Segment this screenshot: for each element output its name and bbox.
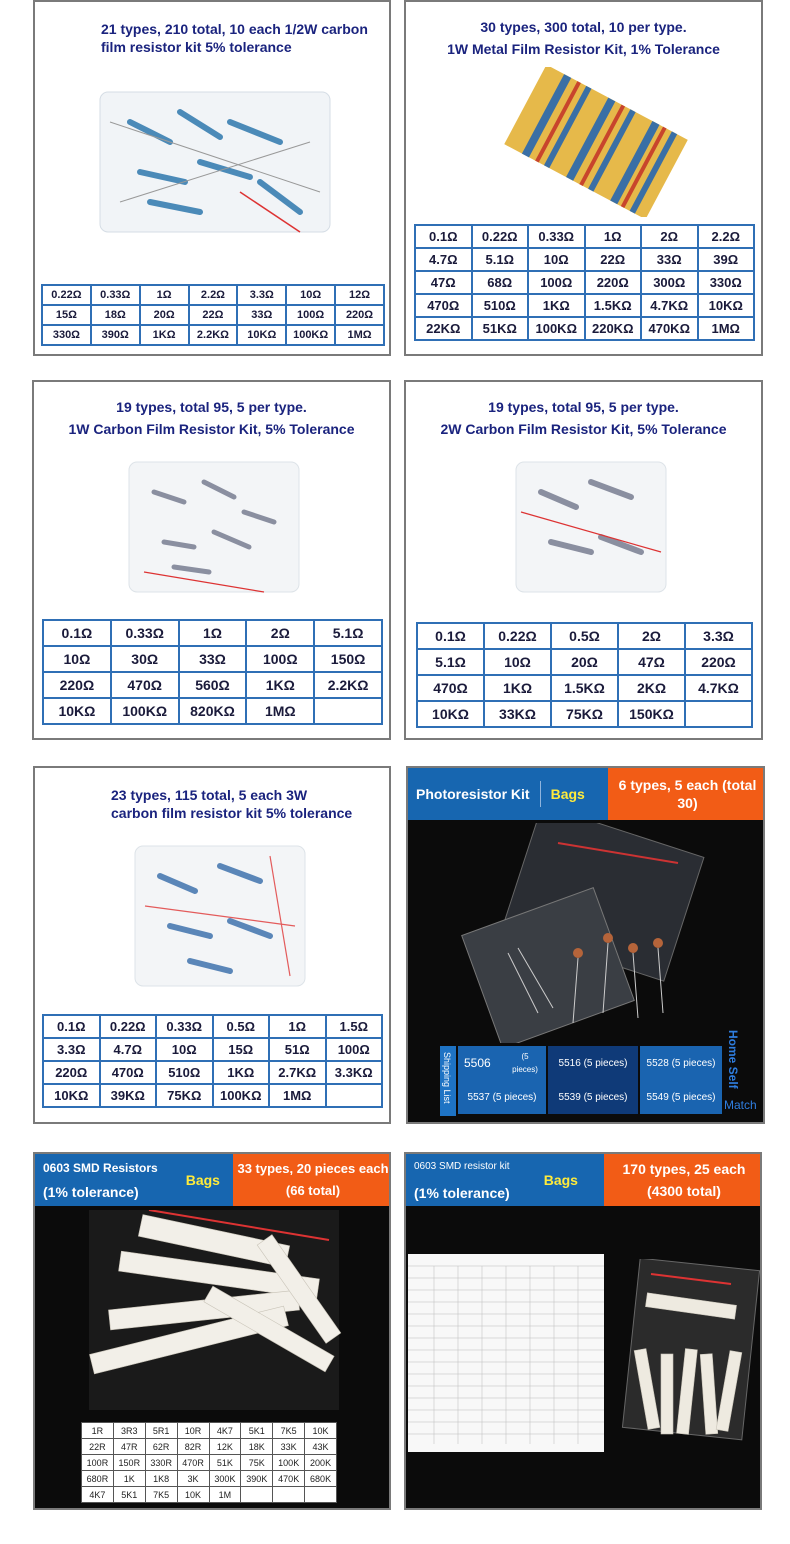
table-cell: 100Ω: [246, 646, 314, 672]
panel-carbon-film-2w: [404, 380, 763, 740]
item-5516: 5516 (5 pieces): [548, 1046, 638, 1080]
table-cell: 2.2Ω: [189, 285, 238, 305]
table-cell: 1Ω: [269, 1015, 326, 1038]
table-cell: 10R: [177, 1423, 209, 1439]
table-cell: 5.1Ω: [417, 649, 484, 675]
product-name: 0603 SMD Resistors: [43, 1161, 158, 1175]
table-cell: 15Ω: [213, 1038, 270, 1061]
table-cell: 12Ω: [335, 285, 384, 305]
panel-title: 19 types, total 95, 5 per type. 1W Carbon Film Resistor Kit, 5% Tolerance: [68, 399, 355, 437]
smd-value-table: [81, 1422, 337, 1503]
table-cell: 20Ω: [140, 305, 189, 325]
table-cell: 100Ω: [326, 1038, 383, 1061]
table-cell: 3.3Ω: [237, 285, 286, 305]
table-cell: 0.33Ω: [91, 285, 140, 305]
panel-metal-film-1w: [404, 0, 763, 356]
table-cell: 390Ω: [91, 325, 140, 345]
table-cell: 10KΩ: [698, 294, 755, 317]
panel-title: 30 types, 300 total, 10 per type. 1W Metal Film Resistor Kit, 1% Tolerance: [447, 19, 720, 57]
header-count: 6 types, 5 each (total 30): [608, 768, 765, 820]
table-cell: 22KΩ: [415, 317, 472, 340]
table-cell: 10KΩ: [417, 701, 484, 727]
table-cell: 47Ω: [415, 271, 472, 294]
table-cell: 2Ω: [641, 225, 698, 248]
table-cell: 1M: [209, 1487, 241, 1503]
table-cell: 10Ω: [286, 285, 335, 305]
table-cell: 10KΩ: [43, 1084, 100, 1107]
table-cell: 5.1Ω: [472, 248, 529, 271]
table-cell: 470KΩ: [641, 317, 698, 340]
table-cell: [685, 701, 752, 727]
table-cell: 0.22Ω: [484, 623, 551, 649]
table-cell: 1K: [113, 1471, 145, 1487]
table-cell: 220Ω: [43, 672, 111, 698]
table-cell: 47R: [113, 1439, 145, 1455]
table-cell: 22Ω: [189, 305, 238, 325]
table-cell: 1KΩ: [528, 294, 585, 317]
table-cell: 4.7Ω: [100, 1038, 157, 1061]
table-cell: 0.33Ω: [156, 1015, 213, 1038]
table-cell: 100KΩ: [528, 317, 585, 340]
table-cell: 4.7KΩ: [685, 675, 752, 701]
table-cell: 100R: [82, 1455, 114, 1471]
table-cell: 3K: [177, 1471, 209, 1487]
table-cell: 0.33Ω: [528, 225, 585, 248]
item-5549: 5549 (5 pieces): [640, 1080, 722, 1114]
resistor-bag-photo: [114, 452, 314, 602]
value-chart-sheet-photo: [406, 1254, 606, 1454]
table-cell: 10Ω: [528, 248, 585, 271]
table-cell: 33Ω: [641, 248, 698, 271]
smd-strips-photo: [49, 1210, 379, 1430]
table-cell: 2KΩ: [618, 675, 685, 701]
table-cell: 1MΩ: [698, 317, 755, 340]
table-cell: 33K: [273, 1439, 305, 1455]
table-cell: 300Ω: [641, 271, 698, 294]
table-cell: 1.5KΩ: [585, 294, 642, 317]
table-cell: 15Ω: [42, 305, 91, 325]
table-cell: [314, 698, 382, 724]
table-cell: 5K1: [113, 1487, 145, 1503]
header-product: [408, 768, 608, 820]
table-cell: 220Ω: [685, 649, 752, 675]
table-cell: 10Ω: [484, 649, 551, 675]
panel-carbon-half-watt: [33, 0, 391, 356]
table-cell: 0.33Ω: [111, 620, 179, 646]
table-cell: 3.3KΩ: [326, 1061, 383, 1084]
item-5528: 5528 (5 pieces): [640, 1046, 722, 1080]
resistance-table: [414, 224, 755, 341]
table-cell: 5K1: [241, 1423, 273, 1439]
table-cell: 18K: [241, 1439, 273, 1455]
table-cell: 0.1Ω: [417, 623, 484, 649]
table-cell: 3.3Ω: [685, 623, 752, 649]
bags-label: Bags: [543, 1172, 578, 1188]
table-cell: 3R3: [113, 1423, 145, 1439]
table-cell: 100Ω: [286, 305, 335, 325]
table-cell: 470Ω: [415, 294, 472, 317]
table-cell: 10Ω: [43, 646, 111, 672]
photoresistor-bag-photo: [448, 823, 748, 1043]
table-cell: 100KΩ: [111, 698, 179, 724]
smd-strips-bag-photo: [611, 1259, 761, 1459]
table-cell: 1KΩ: [246, 672, 314, 698]
table-cell: 4K7: [209, 1423, 241, 1439]
table-cell: 1MΩ: [246, 698, 314, 724]
table-cell: 2.2Ω: [698, 225, 755, 248]
table-cell: 2Ω: [618, 623, 685, 649]
table-cell: 470Ω: [100, 1061, 157, 1084]
table-cell: 330Ω: [698, 271, 755, 294]
shipping-list-tab: Shipping List: [440, 1046, 456, 1116]
table-cell: 1Ω: [585, 225, 642, 248]
table-cell: 4.7KΩ: [641, 294, 698, 317]
item-5537: 5537 (5 pieces): [458, 1080, 546, 1114]
item-5506: 5506 (5 pieces): [458, 1046, 546, 1080]
table-cell: 150KΩ: [618, 701, 685, 727]
table-cell: 1K8: [145, 1471, 177, 1487]
table-cell: 820KΩ: [179, 698, 247, 724]
table-cell: 10KΩ: [237, 325, 286, 345]
tolerance-label: (1% tolerance): [414, 1185, 510, 1201]
table-cell: 75KΩ: [156, 1084, 213, 1107]
table-cell: 1Ω: [179, 620, 247, 646]
header-product: [35, 1154, 233, 1206]
table-cell: 47Ω: [618, 649, 685, 675]
resistance-table: [416, 622, 753, 728]
table-cell: 0.5Ω: [213, 1015, 270, 1038]
table-cell: 30Ω: [111, 646, 179, 672]
table-cell: 10Ω: [156, 1038, 213, 1061]
table-cell: 680R: [82, 1471, 114, 1487]
product-name: 0603 SMD resistor kit: [414, 1161, 510, 1172]
table-cell: 39KΩ: [100, 1084, 157, 1107]
table-cell: 100KΩ: [286, 325, 335, 345]
table-cell: 0.1Ω: [43, 1015, 100, 1038]
table-cell: 0.1Ω: [43, 620, 111, 646]
table-cell: 4.7Ω: [415, 248, 472, 271]
table-cell: 33KΩ: [484, 701, 551, 727]
resistor-bag-photo: [90, 82, 350, 242]
resistance-table: [42, 619, 383, 725]
table-cell: 1MΩ: [335, 325, 384, 345]
table-cell: 150R: [113, 1455, 145, 1471]
table-cell: 43K: [305, 1439, 337, 1455]
table-cell: 470R: [177, 1455, 209, 1471]
table-cell: 220Ω: [585, 271, 642, 294]
panel-carbon-film-3w: [33, 766, 391, 1124]
home-self-label: Home Self: [726, 1030, 740, 1089]
table-cell: 680K: [305, 1471, 337, 1487]
resistor-bundle-photo: [496, 67, 696, 217]
table-cell: 2.7KΩ: [269, 1061, 326, 1084]
table-cell: 2.2KΩ: [314, 672, 382, 698]
table-cell: 5R1: [145, 1423, 177, 1439]
header-product: [406, 1154, 604, 1206]
table-cell: 1R: [82, 1423, 114, 1439]
table-cell: 68Ω: [472, 271, 529, 294]
table-cell: 75KΩ: [551, 701, 618, 727]
table-cell: 22Ω: [585, 248, 642, 271]
table-cell: 10KΩ: [43, 698, 111, 724]
table-cell: 3.3Ω: [43, 1038, 100, 1061]
tolerance-label: (1% tolerance): [43, 1184, 139, 1200]
table-cell: 51K: [209, 1455, 241, 1471]
panel-title: 23 types, 115 total, 5 each 3W carbon film resistor kit 5% tolerance: [111, 787, 353, 821]
resistor-bag-photo: [501, 452, 681, 602]
table-cell: 82R: [177, 1439, 209, 1455]
table-cell: 200K: [305, 1455, 337, 1471]
panel-photoresistor-kit: [406, 766, 765, 1124]
table-cell: 330Ω: [42, 325, 91, 345]
table-cell: 100Ω: [528, 271, 585, 294]
table-cell: 20Ω: [551, 649, 618, 675]
table-cell: 150Ω: [314, 646, 382, 672]
table-cell: 22R: [82, 1439, 114, 1455]
panel-carbon-film-1w: [32, 380, 391, 740]
table-cell: 1KΩ: [484, 675, 551, 701]
table-cell: [241, 1487, 273, 1503]
table-cell: 1KΩ: [140, 325, 189, 345]
table-cell: 1.5Ω: [326, 1015, 383, 1038]
table-cell: 1KΩ: [213, 1061, 270, 1084]
table-cell: [305, 1487, 337, 1503]
panel-title: 21 types, 210 total, 10 each 1/2W carbon film resistor kit 5% tolerance: [101, 21, 368, 55]
table-cell: [273, 1487, 305, 1503]
table-cell: 0.22Ω: [42, 285, 91, 305]
table-cell: [326, 1084, 383, 1107]
table-cell: 75K: [241, 1455, 273, 1471]
table-cell: 10K: [305, 1423, 337, 1439]
table-cell: 1Ω: [140, 285, 189, 305]
panel-0603-smd-resistors: [33, 1152, 391, 1510]
table-cell: 470Ω: [111, 672, 179, 698]
resistance-table: [41, 284, 385, 346]
bags-label: Bags: [550, 786, 585, 802]
table-cell: 7K5: [273, 1423, 305, 1439]
table-cell: 10K: [177, 1487, 209, 1503]
table-cell: 300K: [209, 1471, 241, 1487]
table-cell: 18Ω: [91, 305, 140, 325]
panel-0603-smd-resistor-kit: [404, 1152, 762, 1510]
table-cell: 2.2KΩ: [189, 325, 238, 345]
table-cell: 7K5: [145, 1487, 177, 1503]
table-cell: 51KΩ: [472, 317, 529, 340]
table-cell: 12K: [209, 1439, 241, 1455]
header-count: 170 types, 25 each (4300 total): [604, 1154, 762, 1206]
table-cell: 510Ω: [472, 294, 529, 317]
table-cell: 100KΩ: [213, 1084, 270, 1107]
table-cell: 0.22Ω: [472, 225, 529, 248]
table-cell: 100K: [273, 1455, 305, 1471]
table-cell: 220Ω: [335, 305, 384, 325]
table-cell: 390K: [241, 1471, 273, 1487]
table-cell: 510Ω: [156, 1061, 213, 1084]
table-cell: 62R: [145, 1439, 177, 1455]
table-cell: 470Ω: [417, 675, 484, 701]
table-cell: 33Ω: [179, 646, 247, 672]
table-cell: 470K: [273, 1471, 305, 1487]
match-label: Match: [724, 1098, 757, 1112]
table-cell: 39Ω: [698, 248, 755, 271]
table-cell: 0.1Ω: [415, 225, 472, 248]
resistance-table: [42, 1014, 383, 1108]
table-cell: 560Ω: [179, 672, 247, 698]
table-cell: 2Ω: [246, 620, 314, 646]
product-name: Photoresistor Kit: [416, 786, 530, 802]
table-cell: 1MΩ: [269, 1084, 326, 1107]
table-cell: 220KΩ: [585, 317, 642, 340]
table-cell: 4K7: [82, 1487, 114, 1503]
table-cell: 0.5Ω: [551, 623, 618, 649]
header-count: 33 types, 20 pieces each (66 total): [233, 1154, 391, 1206]
panel-title: 19 types, total 95, 5 per type. 2W Carbon Film Resistor Kit, 5% Tolerance: [440, 399, 727, 437]
table-cell: 33Ω: [237, 305, 286, 325]
table-cell: 330R: [145, 1455, 177, 1471]
table-cell: 5.1Ω: [314, 620, 382, 646]
table-cell: 0.22Ω: [100, 1015, 157, 1038]
table-cell: 220Ω: [43, 1061, 100, 1084]
table-cell: 51Ω: [269, 1038, 326, 1061]
table-cell: 1.5KΩ: [551, 675, 618, 701]
resistor-bag-photo: [120, 836, 320, 996]
bags-label: Bags: [185, 1172, 220, 1188]
item-5539: 5539 (5 pieces): [548, 1080, 638, 1114]
